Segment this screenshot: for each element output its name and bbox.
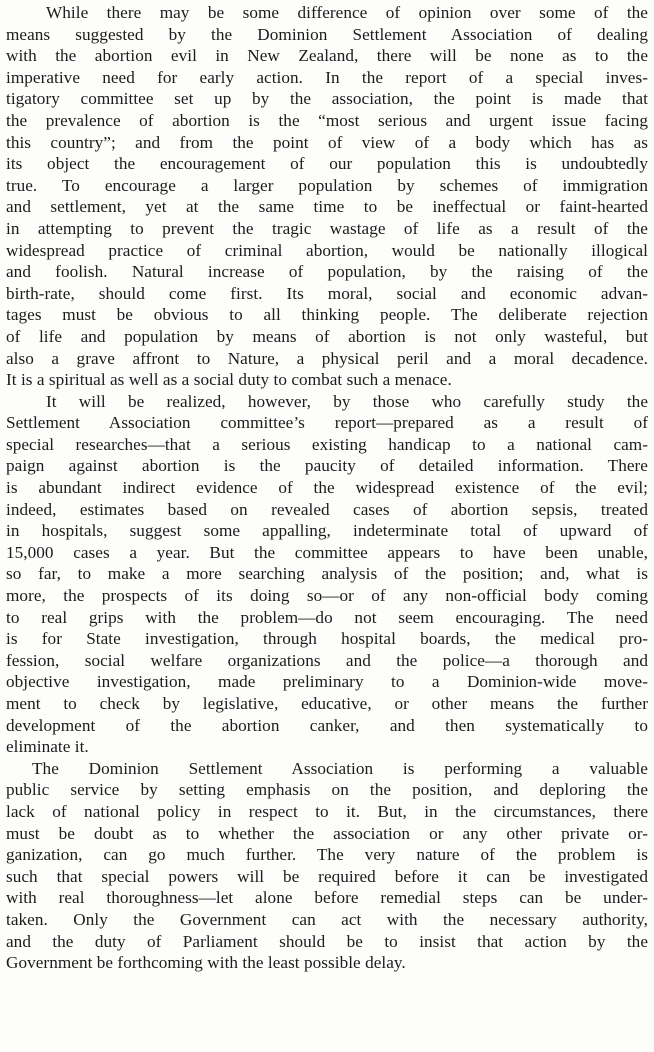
text-line: to real grips with the problem—do not seem encouraging. The need (6, 607, 648, 627)
text-line: true. To encourage a larger population by schemes of immigration (6, 175, 648, 195)
text-line: is for State investigation, through hospital boards, the medical pro- (6, 629, 648, 649)
text-line: It will be realized, however, by those who carefully study the (46, 391, 648, 411)
text-line: Government be forthcoming with the least possible delay. (6, 953, 406, 973)
text-line: means suggested by the Dominion Settlement Association of dealing (6, 24, 648, 44)
text-line: public service by setting emphasis on the position, and deploring the (6, 780, 648, 800)
text-line: and settlement, yet at the same time to be ineffectual or faint-hearted (6, 197, 648, 217)
text-line: birth-rate, should come first. Its moral, social and economic advan- (6, 283, 648, 303)
text-line: this country”; and from the point of view of a body which has as (6, 132, 648, 152)
text-line: imperative need for early action. In the report of a special inves- (6, 67, 648, 87)
text-line: 15,000 cases a year. But the committee appears to have been unable, (6, 542, 648, 562)
text-line: its object the encouragement of our population this is undoubtedly (6, 154, 648, 174)
text-line: with real thoroughness—let alone before remedial steps can be under- (6, 888, 648, 908)
text-line: lack of national policy in respect to it. But, in the circumstances, there (6, 801, 648, 821)
text-line: so far, to make a more searching analysis of the position; and, what is (6, 564, 648, 584)
text-line: paign against abortion is the paucity of detailed information. There (6, 456, 648, 476)
text-line: with the abortion evil in New Zealand, there will be none as to the (6, 46, 648, 66)
text-line: of life and population by means of abortion is not only wasteful, but (6, 326, 648, 346)
text-line: must be doubt as to whether the association or any other private or- (6, 823, 648, 843)
text-line: such that special powers will be required before it can be investigated (6, 866, 648, 886)
text-line: the prevalence of abortion is the “most serious and urgent issue facing (6, 110, 648, 130)
text-line: tages must be obvious to all thinking people. The deliberate rejection (6, 305, 648, 325)
text-line: widespread practice of criminal abortion, would be nationally illogical (6, 240, 648, 260)
text-line: Settlement Association committee’s report—prepared as a result of (6, 413, 648, 433)
text-line: It is a spiritual as well as a social duty to combat such a menace. (6, 370, 452, 390)
text-line: eliminate it. (6, 737, 89, 757)
text-line: is abundant indirect evidence of the widespread existence of the evil; (6, 478, 648, 498)
text-line: in attempting to prevent the tragic wastage of life as a result of the (6, 218, 648, 238)
text-line: special researches—that a serious existing handicap to a national cam- (6, 434, 648, 454)
text-line: in hospitals, suggest some appalling, indeterminate total of upward of (6, 521, 648, 541)
text-line: The Dominion Settlement Association is performing a valuable (32, 758, 648, 778)
text-line: and foolish. Natural increase of population, by the raising of the (6, 262, 648, 282)
text-line: ment to check by legislative, educative, or other means the further (6, 694, 648, 713)
text-line: objective investigation, made preliminary to a Dominion-wide move- (6, 672, 648, 692)
paragraph-1 (6, 2, 648, 391)
text-line: indeed, estimates based on revealed cases of abortion sepsis, treated (6, 499, 648, 519)
text-line: and the duty of Parliament should be to insist that action by the (6, 931, 648, 951)
paragraph-3 (6, 758, 648, 974)
text-line: While there may be some difference of opinion over some of the (46, 3, 648, 22)
text-line: ganization, can go much further. The very nature of the problem is (6, 845, 648, 865)
text-line: fession, social welfare organizations and the police—a thorough and (6, 650, 648, 670)
text-line: more, the prospects of its doing so—or of any non-official body coming (6, 586, 648, 606)
text-line: also a grave affront to Nature, a physical peril and a moral decadence. (6, 348, 648, 368)
text-line: tigatory committee set up by the association, the point is made that (6, 89, 648, 109)
paragraph-2 (6, 391, 648, 758)
text-line: taken. Only the Government can act with the necessary authority, (6, 909, 648, 929)
text-line: development of the abortion canker, and then systematically to (6, 715, 648, 735)
